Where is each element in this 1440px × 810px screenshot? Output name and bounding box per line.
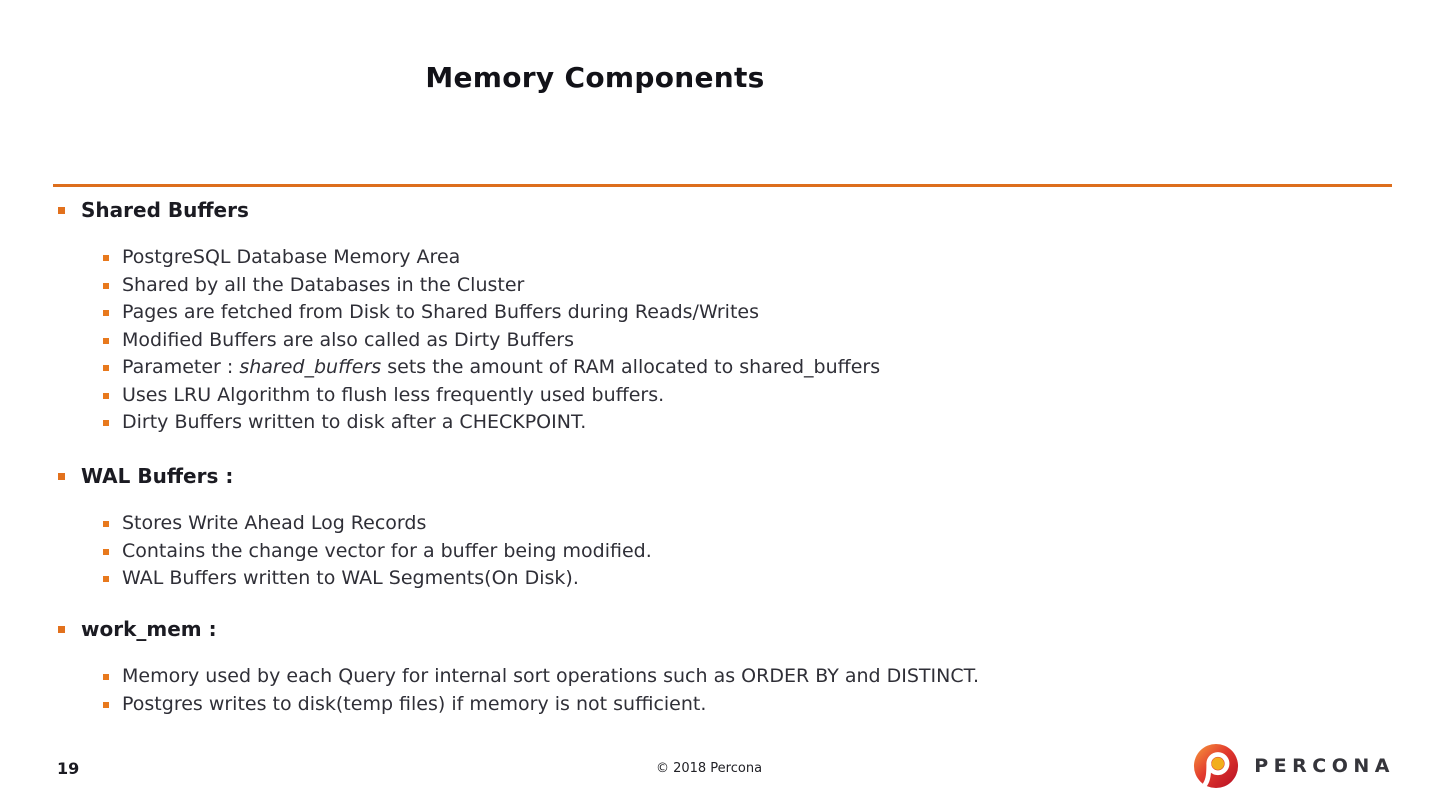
list-item <box>103 327 1440 355</box>
section-heading: Shared Buffers <box>81 198 249 222</box>
list-item-text: Stores Write Ahead Log Records <box>122 512 427 534</box>
bullet-square-icon <box>58 473 65 480</box>
list-item <box>103 382 1440 410</box>
bullet-square-icon <box>58 207 65 214</box>
list-item <box>103 409 1440 437</box>
bullet-square-icon <box>103 674 109 680</box>
percona-logo-text: PERCONA <box>1254 755 1395 777</box>
bullet-square-icon <box>103 420 109 426</box>
list-item-text-italic: shared_buffers <box>239 356 382 378</box>
percona-logo-mark-icon <box>1193 743 1239 789</box>
list-item-text-pre: Parameter : <box>122 356 240 378</box>
list-item <box>103 510 1440 538</box>
list-item-text: Modified Buffers are also called as Dirty Buffers <box>122 328 575 351</box>
copyright-text: © 2018 Percona <box>655 761 763 776</box>
list-item-text: Contains the change vector for a buffer being modified. <box>122 539 652 562</box>
list-item-text: WAL Buffers written to WAL Segments(On Disk). <box>122 567 579 589</box>
list-item <box>103 299 1440 327</box>
list-item <box>103 354 1440 382</box>
section-heading: work_mem : <box>81 617 217 641</box>
bullet-list <box>103 663 1440 718</box>
accent-divider-line <box>53 184 1392 187</box>
list-item <box>103 663 1440 691</box>
bullet-square-icon <box>58 626 65 633</box>
page-number: 19 <box>57 759 80 778</box>
percona-logo <box>1193 743 1395 789</box>
bullet-square-icon <box>103 310 109 316</box>
bullet-square-icon <box>103 576 109 582</box>
bullet-square-icon <box>103 393 109 399</box>
section-shared-buffers <box>0 198 1440 437</box>
bullet-square-icon <box>103 549 109 555</box>
list-item <box>103 691 1440 719</box>
list-item-text: Pages are fetched from Disk to Shared Buffers during Reads/Writes <box>122 301 760 323</box>
list-item-text: Shared by all the Databases in the Cluster <box>122 273 525 296</box>
bullet-list <box>103 510 1440 593</box>
bullet-list <box>103 244 1440 437</box>
section-heading-row <box>58 198 1440 222</box>
section-wal-buffers <box>0 464 1440 593</box>
bullet-square-icon <box>103 283 109 289</box>
bullet-square-icon <box>103 702 109 708</box>
list-item-text: Uses LRU Algorithm to flush less frequently used buffers. <box>122 383 665 406</box>
section-work-mem <box>0 617 1440 718</box>
section-heading-row <box>58 464 1440 488</box>
bullet-square-icon <box>103 255 109 261</box>
list-item-text: PostgreSQL Database Memory Area <box>122 246 461 268</box>
list-item <box>103 244 1440 272</box>
bullet-square-icon <box>103 365 109 371</box>
page-title: Memory Components <box>425 61 765 94</box>
list-item <box>103 272 1440 300</box>
bullet-square-icon <box>103 338 109 344</box>
list-item-text: Postgres writes to disk(temp files) if memory is not sufficient. <box>122 692 707 715</box>
list-item-text: Memory used by each Query for internal sort operations such as ORDER BY and DISTINCT. <box>122 665 980 687</box>
section-heading-row <box>58 617 1440 641</box>
list-item-text-post: sets the amount of RAM allocated to shared_buffers <box>381 356 881 378</box>
section-heading: WAL Buffers : <box>81 464 234 488</box>
list-item-text: Dirty Buffers written to disk after a CHECKPOINT. <box>122 411 587 433</box>
bullet-square-icon <box>103 521 109 527</box>
list-item <box>103 538 1440 566</box>
list-item <box>103 565 1440 593</box>
